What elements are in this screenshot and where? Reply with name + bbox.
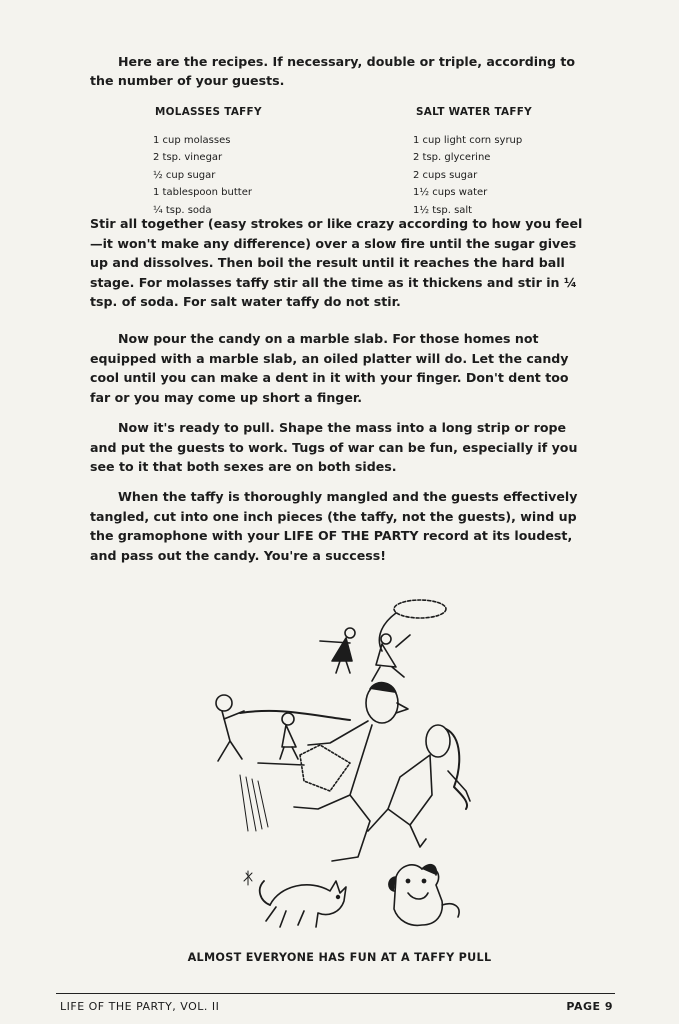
ingredient-item: 2 tsp. glycerine <box>413 152 491 164</box>
footer-page-number: PAGE 9 <box>566 1000 613 1013</box>
ingredient-item: 1 cup molasses <box>153 134 231 146</box>
body-paragraph-pour: Now pour the candy on a marble slab. For those homes not equipped with a marble slab, an oiled platter will do. Let the candy cool until you can make a dent in it with your finger. Don't dent too far or you may come up short a finger. <box>90 331 569 405</box>
ingredient-item: 1 cup light corn syrup <box>413 134 523 146</box>
recipe-title: MOLASSES TAFFY <box>155 106 262 118</box>
ingredient-item: ½ cup sugar <box>153 169 216 181</box>
ingredient-item: ¼ tsp. soda <box>153 204 212 216</box>
ingredient-item: 1½ cups water <box>413 187 488 199</box>
body-paragraph-success: When the taffy is thoroughly mangled and the guests effectively tangled, cut into one inch pieces (the taffy, not the guests), wind up the gramophone with your LIFE OF THE PARTY record at its loudest, and pass out the candy. You're a success! <box>90 489 578 563</box>
ingredient-item: 1 tablespoon butter <box>153 187 252 199</box>
body-paragraph-stir: Stir all together (easy strokes or like crazy according to how you feel—it won't make any difference) over a slow fire until the sugar gives up and dissolves. Then boil the result until it reaches the hard ball stage. For molasses taffy stir all the time as it thickens and stir in ¼ tsp. of soda. For salt water taffy do not stir. <box>90 216 583 310</box>
intro-paragraph: Here are the recipes. If necessary, double or triple, according to the number of your guests. <box>90 54 576 88</box>
recipe-title: SALT WATER TAFFY <box>416 106 533 118</box>
taffy-pull-cartoon-illustration <box>200 595 490 940</box>
illustration-caption: ALMOST EVERYONE HAS FUN AT A TAFFY PULL <box>187 951 492 964</box>
ingredient-item: 1½ tsp. salt <box>413 204 473 216</box>
footer-divider <box>56 993 615 994</box>
ingredient-item: 2 tsp. vinegar <box>153 152 223 164</box>
ingredient-item: 2 cups sugar <box>413 169 478 181</box>
recipe-molasses-taffy <box>155 104 262 220</box>
footer-publication-title: LIFE OF THE PARTY, VOL. II <box>60 1000 220 1013</box>
body-paragraph-pull: Now it's ready to pull. Shape the mass into a long strip or rope and put the guests to work. Tugs of war can be fun, especially if you see to it that both sexes are on both sides. <box>90 420 578 475</box>
ingredient-list <box>153 132 262 220</box>
ingredient-list <box>413 132 532 220</box>
recipe-salt-water-taffy <box>413 104 533 220</box>
